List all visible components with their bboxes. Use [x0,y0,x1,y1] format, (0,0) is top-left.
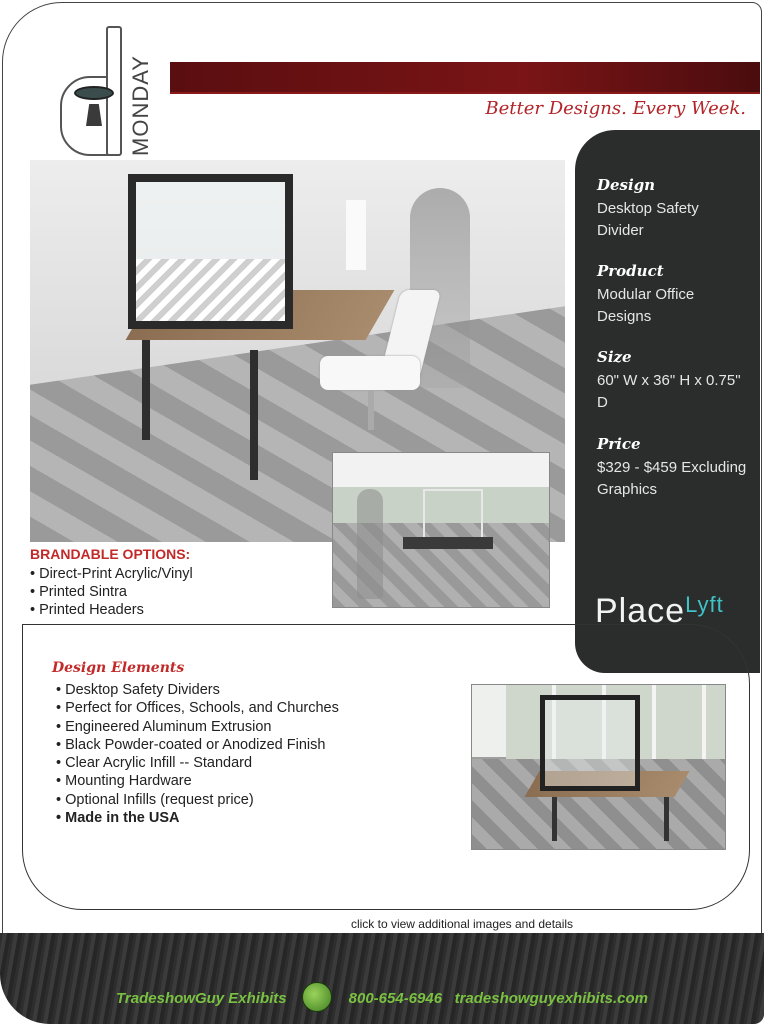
spec-product [597,262,747,328]
footer-company[interactable]: TradeshowGuy Exhibits [116,990,287,1007]
hero-desk-leg [250,350,258,480]
spec-product-value: Modular Office Designs [597,286,695,325]
inset-desk-leg [664,797,669,841]
list-item: • Made in the USA [56,809,339,827]
chair-pole [368,390,374,430]
list-item: • Black Powder-coated or Anodized Finish [56,736,339,754]
list-item: • Printed Sintra [30,583,193,601]
list-item: • Optional Infills (request price) [56,791,339,809]
brandable-heading: BRANDABLE OPTIONS: [30,546,191,562]
brandable-list [30,565,193,619]
spec-price [597,435,747,501]
inset-image-window-room[interactable] [471,684,726,850]
brand-name-b: Lyft [685,592,724,617]
footer-website[interactable]: tradeshowguyexhibits.com [454,990,648,1007]
design-elements-heading: Design Elements [52,660,185,676]
list-item: • Engineered Aluminum Extrusion [56,718,339,736]
hero-office-chair [320,290,430,440]
hero-door [346,200,366,270]
details-link-text[interactable]: click to view additional images and details [350,917,574,931]
spec-design-label: Design [597,176,656,194]
spec-panel [575,130,760,673]
list-item: • Direct-Print Acrylic/Vinyl [30,565,193,583]
inset-person-silhouette [357,489,383,599]
list-item: • Desktop Safety Dividers [56,681,339,699]
brand-name-a: Place [595,592,686,630]
monday-logo [56,22,166,158]
inset-image-room[interactable] [332,452,550,608]
hero-safety-divider [128,174,293,329]
footer-bar [0,933,764,1024]
inset-divider [423,489,483,539]
spec-design-value: Desktop Safety Divider [597,200,699,239]
design-elements-list [56,681,339,827]
spec-product-label: Product [597,262,664,280]
logo-wordmark: MONDAY [128,55,153,156]
header-banner-rule [170,92,760,94]
list-item: • Perfect for Offices, Schools, and Churches [56,699,339,717]
header-banner [170,62,760,92]
list-item: • Mounting Hardware [56,772,339,790]
hero-divider-graphic [136,259,285,321]
inset-desk [403,537,493,549]
spec-price-value: $329 - $459 Excluding Graphics [597,459,747,498]
tagline: Better Designs. Every Week. [485,98,746,119]
list-item: • Clear Acrylic Infill -- Standard [56,754,339,772]
spec-size-value: 60" W x 36" H x 0.75" D [597,372,741,411]
details-link[interactable] [0,917,764,931]
footer-phone[interactable]: 800-654-6946 [348,990,443,1007]
spec-size [597,348,747,414]
chair-seat [320,356,420,390]
logo-table-icon [74,86,114,100]
spec-price-label: Price [597,435,641,453]
inset-desk-leg [552,797,557,841]
spec-size-label: Size [597,348,632,366]
hero-desk-leg [142,340,150,440]
list-item: • Printed Headers [30,601,193,619]
spec-design [597,176,747,242]
footer-contact [0,990,764,1007]
inset-divider [540,695,640,791]
